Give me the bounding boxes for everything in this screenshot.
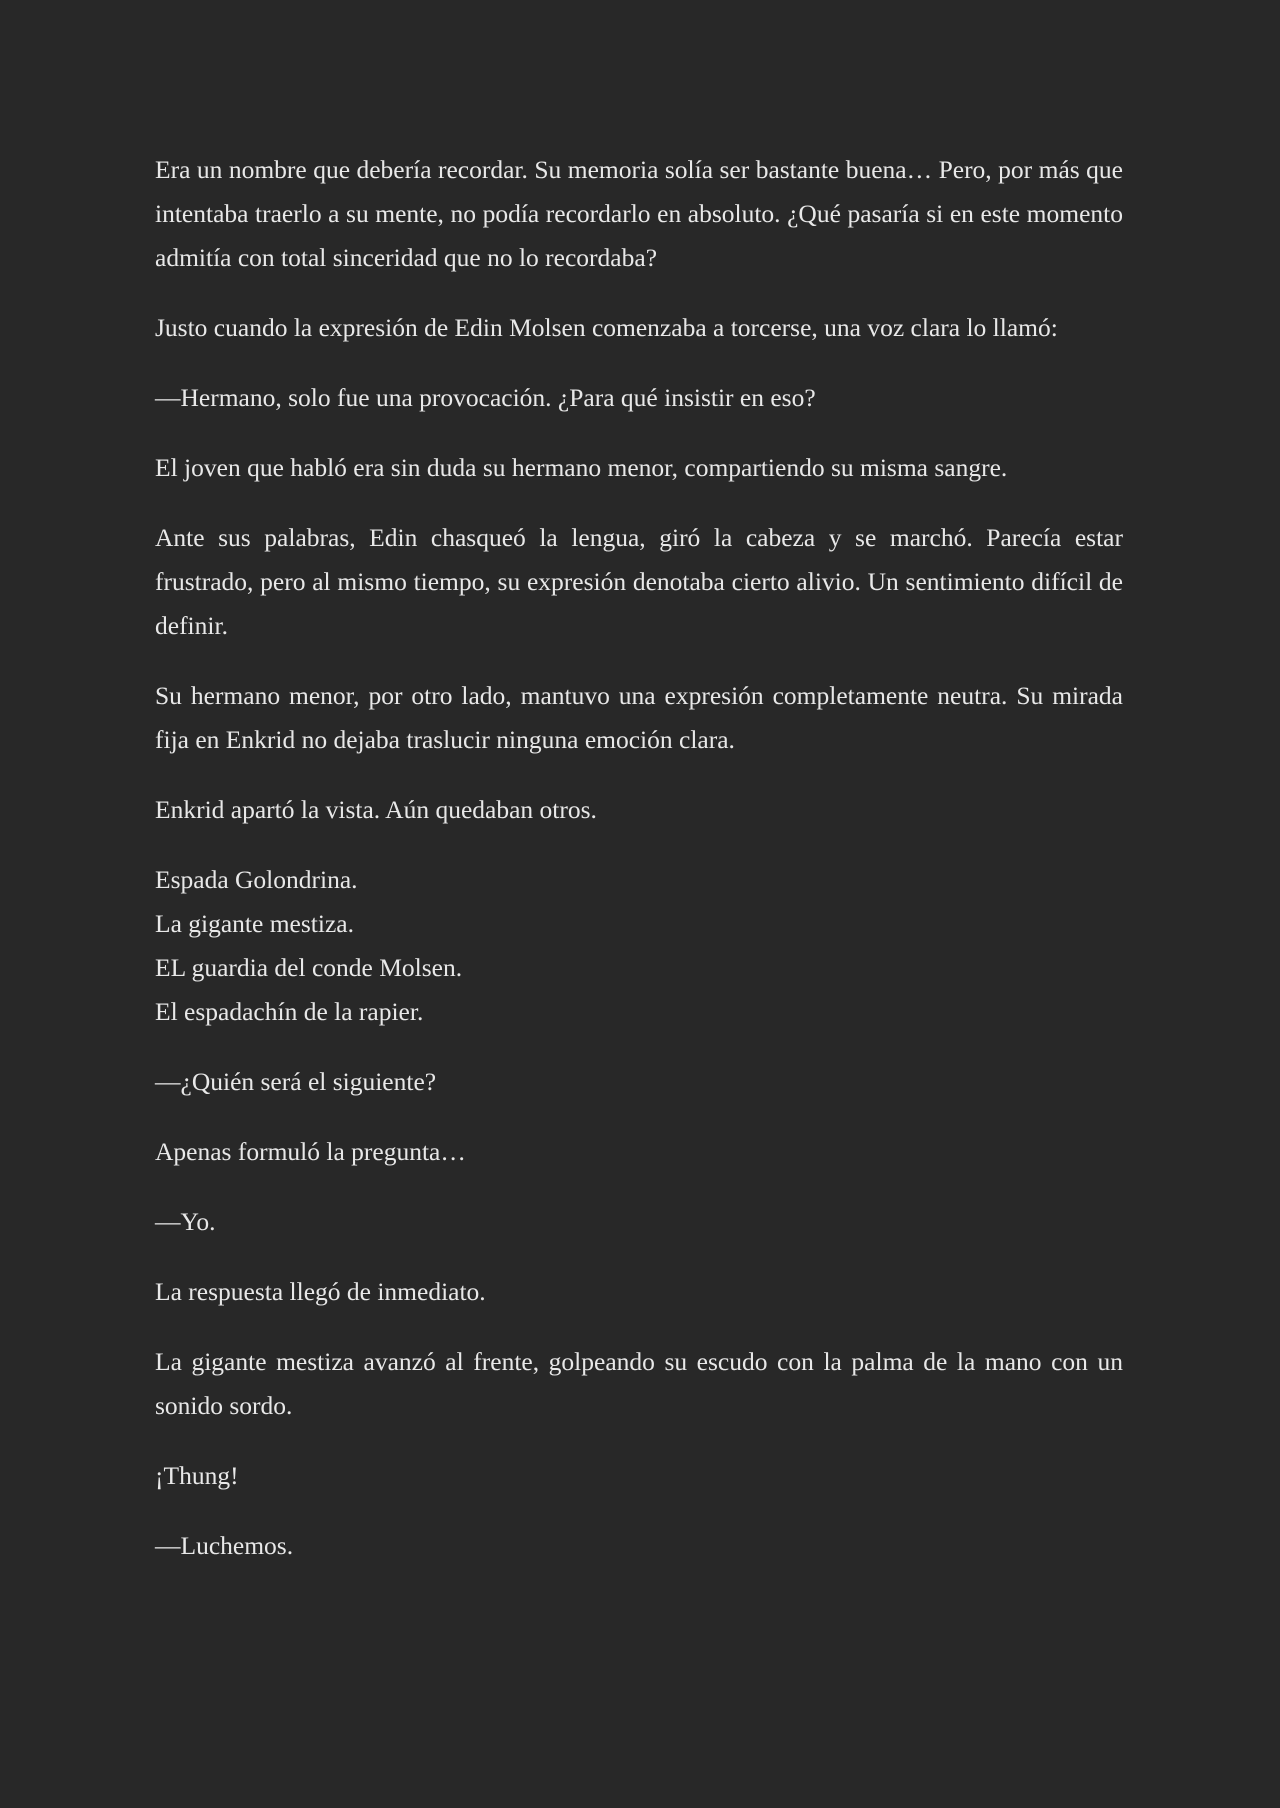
paragraph: Enkrid apartó la vista. Aún quedaban otros. (155, 795, 597, 824)
paragraph: Justo cuando la expresión de Edin Molsen comenzaba a torcerse, una voz clara lo llamó: (155, 313, 1058, 342)
paragraph: —¿Quién será el siguiente? (155, 1067, 437, 1096)
paragraph: La respuesta llegó de inmediato. (155, 1277, 486, 1306)
paragraph: —Hermano, solo fue una provocación. ¿Para qué insistir en eso? (155, 383, 816, 412)
list-line: Espada Golondrina. (155, 865, 358, 894)
paragraph: El joven que habló era sin duda su hermano menor, compartiendo su misma sangre. (155, 453, 1008, 482)
list-line: EL guardia del conde Molsen. (155, 953, 463, 982)
paragraph: —Luchemos. (155, 1531, 294, 1560)
paragraph: Ante sus palabras, Edin chasqueó la lengua, giró la cabeza y se marchó. Parecía estar frustrado, pero al mismo tiempo, su expresión denotaba cierto alivio. Un sentimiento difícil de definir. (155, 523, 1123, 640)
paragraph: ¡Thung! (155, 1461, 239, 1490)
paragraph: —Yo. (155, 1207, 216, 1236)
reader-content (155, 148, 1123, 1594)
list-line: El espadachín de la rapier. (155, 997, 424, 1026)
list-line: La gigante mestiza. (155, 909, 354, 938)
paragraph: Era un nombre que debería recordar. Su memoria solía ser bastante buena… Pero, por más que intentaba traerlo a su mente, no podía recordarlo en absoluto. ¿Qué pasaría si en este momento admitía con total sinceridad que no lo recordaba? (155, 155, 1123, 272)
paragraph: Su hermano menor, por otro lado, mantuvo una expresión completamente neutra. Su mirada fija en Enkrid no dejaba traslucir ninguna emoción clara. (155, 681, 1123, 754)
line-list (155, 858, 1123, 1034)
paragraph: La gigante mestiza avanzó al frente, golpeando su escudo con la palma de la mano con un sonido sordo. (155, 1347, 1123, 1420)
paragraph: Apenas formuló la pregunta… (155, 1137, 466, 1166)
